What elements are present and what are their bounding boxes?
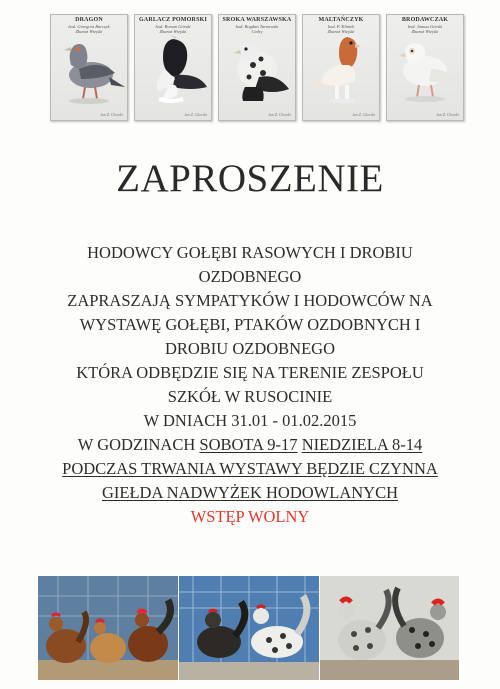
- card-breeder: hod. Bogdan Tarnawski: [235, 23, 279, 29]
- poultry-photo-strip: [38, 576, 459, 680]
- card-footer: Jan Z. Glorski: [184, 112, 207, 117]
- card-location: Cedry: [251, 29, 263, 34]
- card-footer: Jan Z. Glorski: [352, 112, 375, 117]
- event-dates: W DNIACH 31.01 - 01.02.2015: [143, 411, 357, 430]
- invitation-body: [0, 241, 500, 529]
- body-line: DROBIU OZDOBNEGO: [164, 339, 336, 358]
- pigeon-garlacz-image: [135, 29, 211, 109]
- card-location: Zbaraż Wiejski: [75, 29, 103, 34]
- card-breeder: hod. Roman Górski: [155, 23, 191, 29]
- event-hours-prefix: W GODZINACH: [77, 435, 200, 454]
- roosters-photo-image: [320, 576, 459, 680]
- card-footer: Jan Z. Glorski: [100, 112, 123, 117]
- card-location: Zbaraż Wiejski: [411, 29, 439, 34]
- pigeon-sroka-image: [219, 29, 295, 109]
- card-breeder: hod. P. Klimek: [327, 23, 355, 29]
- card-breed-name: DRAGON: [75, 17, 103, 23]
- free-entry-notice: WSTĘP WOLNY: [190, 507, 310, 526]
- card-footer: Jan Z. Glorski: [268, 112, 291, 117]
- pigeon-brodawczak-image: [387, 29, 463, 109]
- invitation-title: ZAPROSZENIE: [116, 157, 384, 200]
- card-location: Zbaraż Wiejski: [159, 29, 187, 34]
- roosters-photo: [320, 576, 459, 680]
- sunday-hours: NIEDZIELA 8-14: [301, 435, 423, 454]
- hens-photo-image: [38, 576, 178, 680]
- body-line: ZAPRASZAJĄ SYMPATYKÓW I HODOWCÓW NA: [67, 291, 433, 310]
- card-location: Zbaraż Wiejski: [327, 29, 355, 34]
- card-breed-name: GARLACZ POMORSKI: [138, 17, 208, 23]
- pigeon-cards-row: [50, 14, 462, 121]
- body-line: KTÓRA ODBĘDZIE SIĘ NA TERENIE ZESPOŁU: [76, 363, 424, 382]
- market-notice-2: GIEŁDA NADWYŻEK HODOWLANYCH: [101, 483, 399, 502]
- card-breeder: hod. Janusz Górski: [407, 23, 443, 29]
- pigeon-card-sroka: [218, 14, 296, 121]
- pigeon-card-garlacz: [134, 14, 212, 121]
- card-footer: Jan Z. Glorski: [436, 112, 459, 117]
- saturday-hours: SOBOTA 9-17: [199, 435, 298, 454]
- pigeon-card-brodawczak: [386, 14, 464, 121]
- body-line: SZKÓŁ W RUSOCINIE: [167, 387, 333, 406]
- market-notice: PODCZAS TRWANIA WYSTAWY BĘDZIE CZYNNA: [62, 459, 438, 478]
- pigeon-card-dragon: [50, 14, 128, 121]
- body-line: HODOWCY GOŁĘBI RASOWYCH I DROBIU: [87, 243, 413, 262]
- card-breeder: hod. Grzegorz Barczyk: [68, 23, 110, 29]
- body-line: WYSTAWĘ GOŁĘBI, PTAKÓW OZDOBNYCH I: [79, 315, 421, 334]
- bantams-photo: [179, 576, 319, 680]
- card-breed-name: SROKA WARSZAWSKA: [222, 17, 292, 23]
- pigeon-card-maltanczyk: [302, 14, 380, 121]
- pigeon-dragon-image: [51, 29, 127, 109]
- card-breed-name: BRODAWCZAK: [401, 17, 449, 23]
- body-line: OZDOBNEGO: [198, 267, 302, 286]
- pigeon-maltanczyk-image: [303, 29, 379, 109]
- event-hours: [0, 433, 500, 457]
- hens-photo: [38, 576, 178, 680]
- card-breed-name: MALTAŃCZYK: [318, 17, 364, 23]
- bantams-photo-image: [179, 576, 319, 680]
